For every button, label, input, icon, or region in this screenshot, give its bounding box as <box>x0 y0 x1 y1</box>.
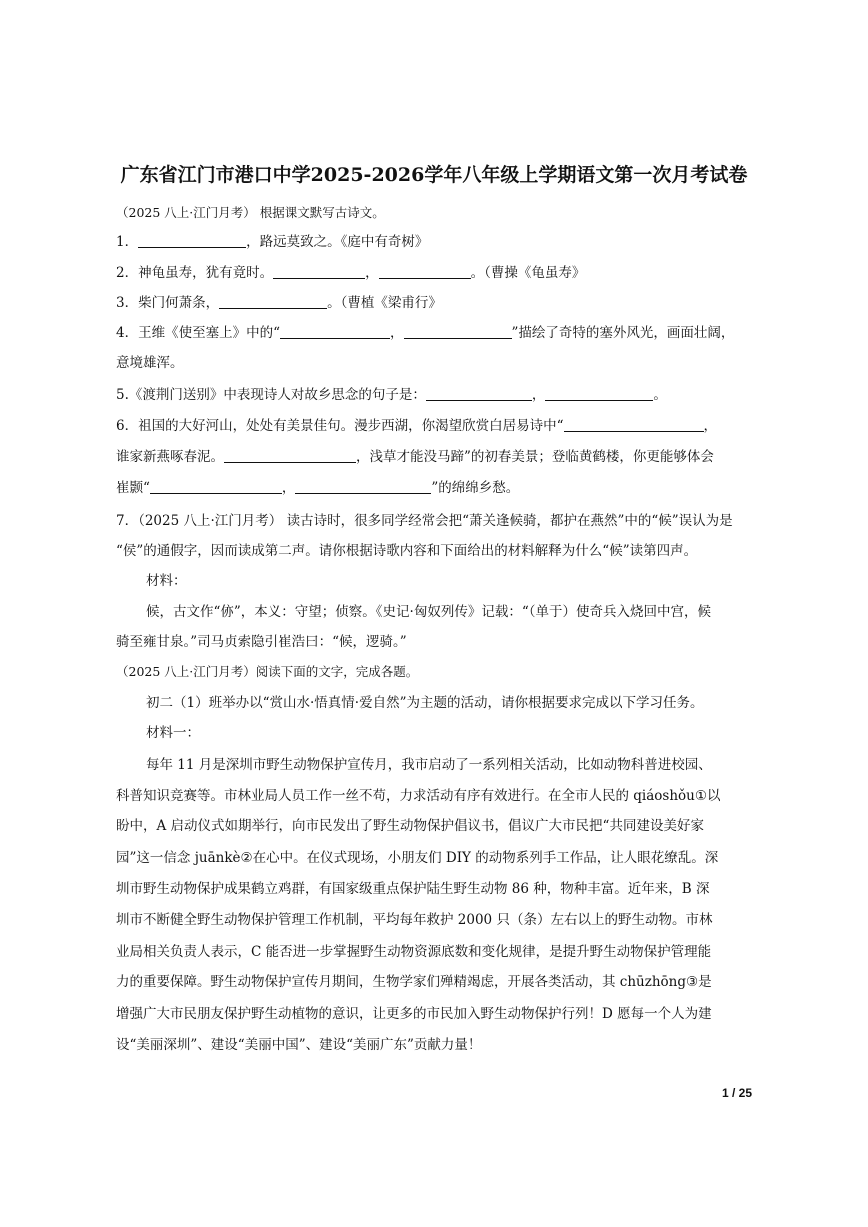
q6-sep: ， <box>703 418 717 434</box>
q4-text: 4．王维《使至塞上》中的“ <box>116 325 280 341</box>
question-2 <box>116 263 756 283</box>
q5-sep: ， <box>531 387 546 403</box>
passage-line-8: 力的重要保障。野生动物保护宣传月期间，生物学家们殚精竭虑，开展各类活动，其 chūzhōng③是 <box>116 974 712 990</box>
q2-blank-2[interactable] <box>379 264 471 279</box>
q5-end: 。 <box>653 387 667 403</box>
q6-blank-1[interactable] <box>564 417 704 432</box>
q6-text-3: ，浅草才能没马蹄”的初春美景；登临黄鹤楼，你更能够体会 <box>356 449 714 465</box>
q4-blank-2[interactable] <box>404 324 512 339</box>
q3-source: 。（曹植《梁甫行》 <box>327 295 442 311</box>
q6-sep-2: ， <box>281 480 296 496</box>
q1-text: ，路远莫致之。《庭中有奇树》 <box>246 234 429 250</box>
passage-line-7: 业局相关负责人表示，C 能否进一步掌握野生动物资源底数和变化规律，是提升野生动物保护管理能 <box>116 944 712 960</box>
q5-text: 5.《渡荆门送别》中表现诗人对故乡思念的句子是： <box>116 387 426 403</box>
section1-intro: （2025 八上·江门月考） 根据课文默写古诗文。 <box>116 205 385 220</box>
q6-blank-3[interactable] <box>150 479 282 494</box>
passage-line-2: 科普知识竞赛等。市林业局人员工作一丝不苟，力求活动有序有效进行。在全市人民的 qiáoshǒu①以 <box>116 788 721 804</box>
passage-line-9: 增强广大市民朋友保护野生动植物的意识，让更多的市民加入野生动物保护行列！D 愿每一个人为建 <box>116 1006 712 1022</box>
question-4-cont: 意境雄浑。 <box>116 355 184 371</box>
passage-line-10: 设“美丽深圳”、建设“美丽中国”、建设“美丽广东”贡献力量！ <box>116 1037 482 1053</box>
q6-text-2: 谁家新燕啄春泥。 <box>116 449 224 465</box>
q3-text: 3．柴门何萧条， <box>116 295 220 311</box>
q6-text-4: 崔颢“ <box>116 480 150 496</box>
q4-blank-1[interactable] <box>280 324 390 339</box>
passage-line-5: 圳市野生动物保护成果鹤立鸡群，有国家级重点保护陆生野生动物 86 种，物种丰富。近年来，B 深 <box>116 881 710 897</box>
q5-blank-2[interactable] <box>545 386 653 401</box>
passage-line-1: 每年 11 月是深圳市野生动物保护宣传月，我市启动了一系列相关活动，比如动物科普进校园、 <box>146 757 712 773</box>
question-5 <box>116 385 756 405</box>
activity-intro: 初二（1）班举办以“赏山水·悟真情·爱自然”为主题的活动，请你根据要求完成以下学习任务。 <box>146 695 704 711</box>
q6-end: ”的绵绵乡愁。 <box>431 480 520 496</box>
question-7: 7．（2025 八上·江门月考） 读古诗时，很多同学经常会把“萧关逢候骑，都护在燕然”中的“候”误认为是 <box>116 513 733 529</box>
passage-line-3: 盼中，A 启动仪式如期举行，向市民发出了野生动物保护倡议书，倡议广大市民把“共同建设美好家 <box>116 818 704 834</box>
q1-blank[interactable] <box>138 233 246 248</box>
q7-material-line-1: 候，古文作“㑊”，本义：守望；侦察。《史记·匈奴列传》记载：“（单于）使奇兵入烧回中宫，候 <box>146 604 711 620</box>
question-3 <box>116 293 756 313</box>
question-7-cont: “侯”的通假字，因而读成第二声。请你根据诗歌内容和下面给出的材料解释为什么“候”读第四声。 <box>116 543 698 559</box>
q2-source: 。（曹操《龟虽寿》 <box>470 265 586 281</box>
q3-blank[interactable] <box>219 294 327 309</box>
q6-text: 6．祖国的大好河山，处处有美景佳句。漫步西湖，你渴望欣赏白居易诗中“ <box>116 418 564 434</box>
q7-material-line-2: 骑至雍甘泉。”司马贞索隐引崔浩曰：“候，逻骑。” <box>116 634 407 650</box>
q2-blank-1[interactable] <box>273 264 365 279</box>
question-1 <box>116 232 756 252</box>
q1-number: 1． <box>116 234 139 250</box>
q4-sep: ， <box>390 325 404 341</box>
material1-label: 材料一： <box>146 725 200 741</box>
q5-blank-1[interactable] <box>426 386 532 401</box>
q2-text: 2．神龟虽寿，犹有竟时。 <box>116 265 274 281</box>
question-6 <box>116 416 756 436</box>
page-title: 广东省江门市港口中学2025-2026学年八年级上学期语文第一次月考试卷 <box>120 164 748 186</box>
q2-sep: ， <box>365 265 379 281</box>
question-6-cont2 <box>116 478 756 498</box>
page-number: 1 / 25 <box>721 1086 752 1100</box>
passage-line-4: 园”这一信念 juānkè②在心中。在仪式现场，小朋友们 DIY 的动物系列手工作品，让人眼花缭乱。深 <box>116 850 719 866</box>
question-6-cont <box>116 447 756 467</box>
passage-line-6: 圳市不断健全野生动物保护管理工作机制，平均每年救护 2000 只（条）左右以上的野生动物。市林 <box>116 912 713 928</box>
section2-intro: （2025 八上·江门月考）阅读下面的文字，完成各题。 <box>116 664 419 679</box>
q6-blank-4[interactable] <box>295 479 431 494</box>
q7-material-label: 材料： <box>146 573 187 589</box>
question-4 <box>116 323 756 343</box>
q6-blank-2[interactable] <box>224 448 356 463</box>
q4-text-end: ”描绘了奇特的塞外风光，画面壮阔， <box>511 325 735 341</box>
